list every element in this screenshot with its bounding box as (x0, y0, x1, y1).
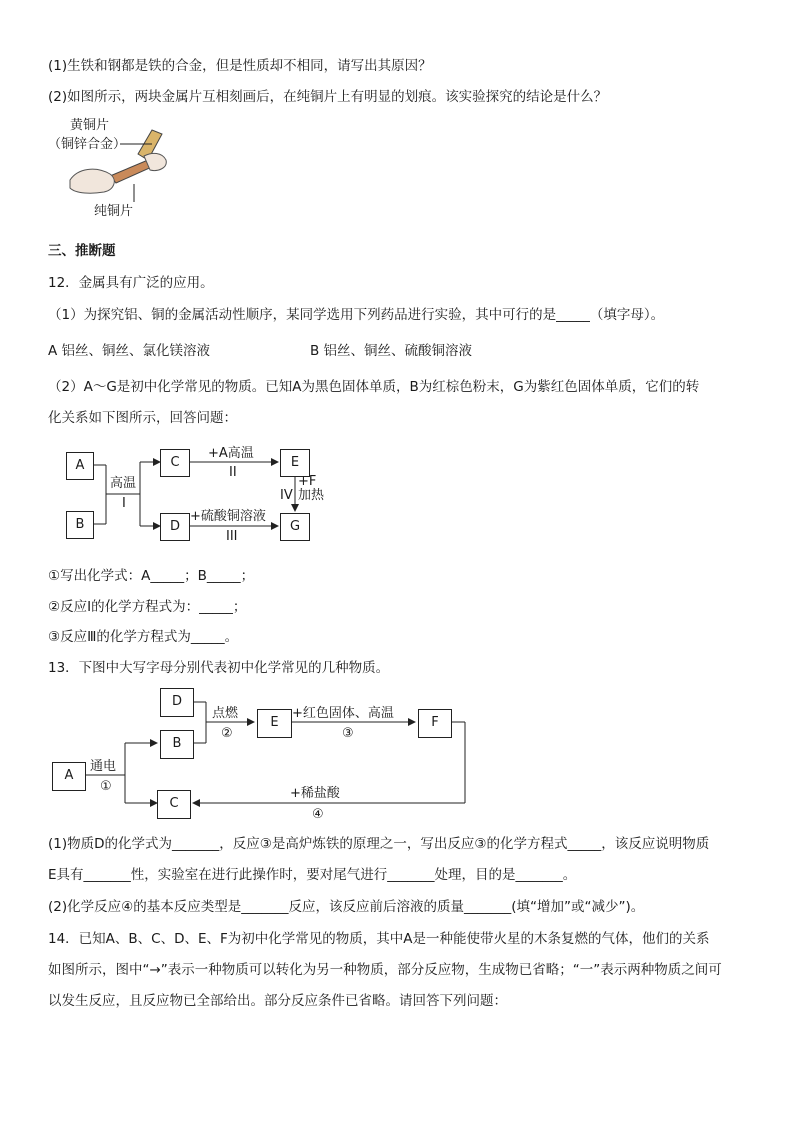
node-c: C (160, 449, 190, 477)
num-1: I (122, 496, 126, 511)
node-b: B (160, 730, 194, 759)
num-4: ④ (312, 807, 324, 822)
node-d: D (160, 688, 194, 717)
q12-stem: 12．金属具有广泛的应用。 (48, 275, 214, 291)
q12-option-a: A 铝丝、铜丝、氯化镁溶液 (48, 343, 211, 359)
num-3: ③ (342, 726, 354, 741)
cond-2: +A高温 (208, 446, 254, 461)
node-a: A (52, 762, 86, 791)
label-brass: 黄铜片 (70, 118, 110, 133)
cond-4b: 加热 (298, 488, 325, 503)
num-1: ① (100, 779, 112, 794)
q13-part1-line2: E具有_______性，实验室在进行此操作时，要对尾气进行_______处理，目的是_______。 (48, 867, 577, 883)
label-brass-alloy: （铜锌合金） (48, 137, 127, 152)
num-2: ② (221, 726, 233, 741)
q13-stem: 13．下图中大写字母分别代表初中化学常见的几种物质。 (48, 660, 390, 676)
cond-2: 点燃 (212, 706, 239, 721)
node-e: E (280, 449, 310, 477)
node-g: G (280, 513, 310, 541)
cond-1: 高温 (110, 476, 137, 491)
q14-line3: 以发生反应，且反应物已全部给出。部分反应条件已省略。请回答下列问题： (48, 993, 507, 1009)
q13-part2: (2)化学反应④的基本反应类型是_______反应，该反应前后溶液的质量_______(填“增加”或“减少”)。 (48, 899, 645, 915)
cond-4a: +F (298, 474, 317, 489)
q11-part1: (1)生铁和钢都是铁的合金，但是性质却不相同，请写出其原因？ (48, 58, 432, 74)
q12-part1: （1）为探究铝、铜的金属活动性顺序，某同学选用下列药品进行实验，其中可行的是_____（填字母）。 (48, 307, 665, 323)
q14-line1: 14．已知A、B、C、D、E、F为初中化学常见的物质，其中A是一种能使带火星的木条复燃的气体，他们的关系 (48, 931, 710, 947)
node-f: F (418, 709, 452, 738)
q12-part2-line1: （2）A～G是初中化学常见的物质。已知A为黑色固体单质，B为红棕色粉末，G为紫红色固体单质，它们的转 (48, 379, 700, 395)
node-e: E (257, 709, 292, 738)
cond-4: +稀盐酸 (290, 786, 340, 801)
cond-1: 通电 (90, 759, 117, 774)
num-3: III (226, 529, 238, 544)
node-c: C (157, 790, 191, 819)
node-b: B (66, 511, 94, 539)
q12-sub2: ②反应Ⅰ的化学方程式为：_____； (48, 599, 247, 615)
q14-line2: 如图所示，图中“→”表示一种物质可以转化为另一种物质，部分反应物，生成物已省略；“一”表示两种物质之间可 (48, 962, 722, 978)
node-a: A (66, 452, 94, 480)
cond-3: +硫酸铜溶液 (190, 509, 266, 524)
label-pure-copper: 纯铜片 (94, 204, 134, 219)
q12-sub3: ③反应Ⅲ的化学方程式为_____。 (48, 629, 239, 645)
q12-sub1: ①写出化学式：A_____；B_____； (48, 568, 255, 584)
section-title: 三、推断题 (48, 243, 116, 259)
cond-3: +红色固体、高温 (292, 706, 394, 721)
node-d: D (160, 513, 190, 541)
q12-option-b: B 铝丝、铜丝、硫酸铜溶液 (310, 343, 473, 359)
q13-part1-line1: (1)物质D的化学式为_______，反应③是高炉炼铁的原理之一，写出反应③的化学方程式_____，该反应说明物质 (48, 836, 710, 852)
num-2: II (229, 465, 237, 480)
q12-part2-line2: 化关系如下图所示，回答问题： (48, 410, 237, 426)
q11-part2: (2)如图所示，两块金属片互相刻画后，在纯铜片上有明显的划痕。该实验探究的结论是什么？ (48, 89, 608, 105)
num-4: IV (280, 488, 293, 503)
